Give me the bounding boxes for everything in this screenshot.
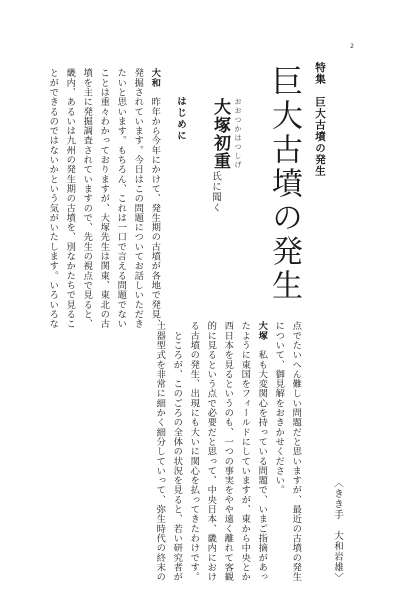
page-number: 2 xyxy=(350,43,354,50)
body-column: 大塚 私も大変関心を持っている問題で、いまご指摘があっ xyxy=(256,321,268,582)
body-column: 大和 昨年から今年にかけて、発生期の古墳が各地で発見、 xyxy=(149,68,161,329)
interviewer-credit: 〈きき手 大和岩雄〉 xyxy=(332,478,343,583)
body-column: たように東国をフィールドにしていますが、東から中央とか xyxy=(239,321,251,582)
body-column: たいと思います。もちろん、これは一口で言える問題でない xyxy=(115,68,127,329)
speaker-ruby: おおつかはつしげ xyxy=(234,98,242,170)
body-column: 西日本を見るというのも、一つの事実をやや遠く離れて客観 xyxy=(222,321,234,582)
section-heading: はじめに xyxy=(175,96,186,142)
series-label: 特集 巨大古墳の発生 xyxy=(314,62,326,177)
speaker-name: 大塚初重 xyxy=(210,98,230,170)
body-column: ことは重々わかっておりますが、大塚先生は関東、東北の古 xyxy=(98,68,110,329)
speaker-suffix: 氏に聞く xyxy=(210,171,221,213)
body-column: る古墳の発生、出現にも大いに関心を払ってきたわけです。 xyxy=(188,321,200,582)
body-column: 的に見るという点で必要だと思って、中央日本、畿内におけ xyxy=(205,321,217,582)
body-column: 畿内、あるいは九州の発生期の古墳を、別なかたちで見るこ xyxy=(64,68,76,329)
body-column: ところが、このごろの全体の状況を見ると、若い研究者が xyxy=(171,321,183,582)
speaker-tag: 大和 xyxy=(149,68,161,88)
body-column: 土器型式を非常に細かく細分していって、弥生時代の終末の xyxy=(154,321,166,582)
page-title: 巨大古墳の発生 xyxy=(266,65,302,303)
body-column: について、御見解をおきかせください。 xyxy=(273,321,285,495)
body-column: 発掘されています。今日はこの問題についてお話しいただき xyxy=(132,68,144,329)
speaker-tag: 大塚 xyxy=(256,321,268,341)
body-column: 点でたいへん難しい問題だと思いますが、最近の古墳の発生 xyxy=(290,321,302,582)
body-column: とができるのではないかという気がいたします。いろいろな xyxy=(47,68,59,329)
body-column: 墳を主に発掘調査されていますので、先生の視点で見ると、 xyxy=(81,68,93,329)
